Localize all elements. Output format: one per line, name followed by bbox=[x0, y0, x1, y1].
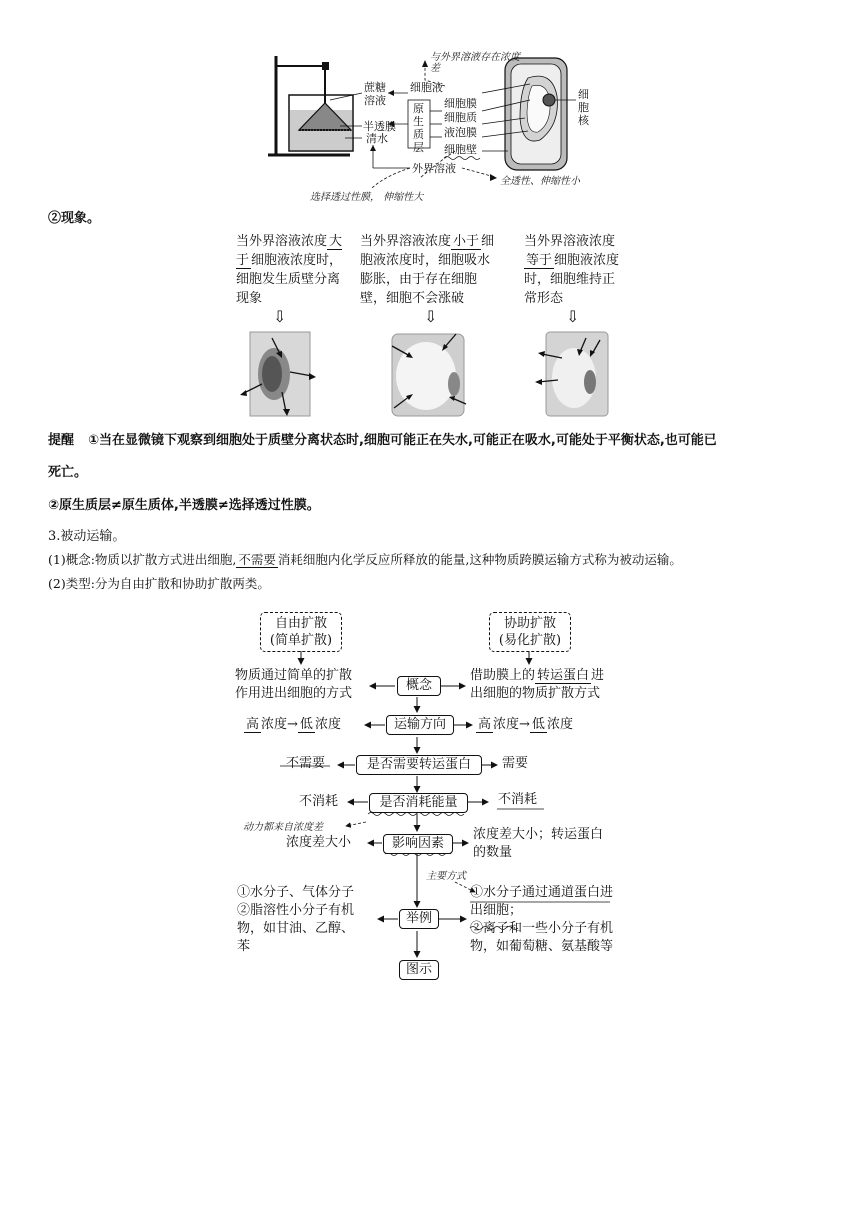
section3-types: (2)类型:分为自由扩散和协助扩散两类。 bbox=[48, 576, 270, 591]
protein-left: 不需要 bbox=[286, 756, 326, 771]
label-outer-solution: 外界溶液 bbox=[412, 162, 456, 175]
protein-right: 需要 bbox=[502, 756, 529, 771]
label-cell-membrane: 细胞膜 bbox=[444, 97, 477, 110]
box-protein: 是否需要转运蛋白 bbox=[356, 755, 482, 775]
label-sucrose: 蔗糖溶液 bbox=[364, 81, 386, 107]
reminder-label: 提醒 bbox=[48, 433, 75, 448]
phenomenon-heading: ②现象。 bbox=[48, 211, 101, 226]
note-wall-property: 全透性、伸缩性小 bbox=[500, 176, 580, 187]
reminder-line1: 提醒 ①当在显微镜下观察到细胞处于质壁分离状态时,细胞可能正在失水,可能正在吸水,可能处于平衡状态,也可能已 bbox=[48, 433, 717, 448]
energy-note: 动力都来自浓度差 bbox=[243, 822, 323, 833]
box-concept: 概念 bbox=[397, 676, 441, 696]
label-cell-wall: 细胞壁 bbox=[444, 143, 477, 156]
energy-left: 不消耗 bbox=[299, 794, 339, 809]
label-cytoplasm: 细胞质 bbox=[444, 111, 477, 124]
free-diffusion-box: 自由扩散 (简单扩散) bbox=[260, 612, 342, 652]
example-right: ①水分子通过通道蛋白进 出细胞； ②离子和一些小分子有机 物，如葡萄糖、氨基酸等 bbox=[470, 885, 614, 954]
reminder-line2: ②原生质层≠原生质体,半透膜≠选择透过性膜。 bbox=[48, 498, 320, 513]
label-water: 清水 bbox=[366, 132, 388, 145]
label-nucleus: 细胞核 bbox=[578, 88, 589, 127]
case-equal-text: 当外界溶液浓度等于 细胞液浓度时，细胞维持正常形态 bbox=[524, 234, 620, 306]
down-arrow-icon: ⇩ bbox=[273, 307, 287, 326]
factor-left: 浓度差大小 bbox=[286, 835, 352, 850]
energy-right: 不消耗 bbox=[498, 792, 538, 807]
factor-right: 浓度差大小；转运蛋白 的数量 bbox=[473, 827, 604, 860]
facilitated-diffusion-box: 协助扩散 (易化扩散) bbox=[489, 612, 571, 652]
section3-concept: (1)概念:物质以扩散方式进出细胞, 不需要 消耗细胞内化学反应所释放的能量,这种物质跨膜运输方式称为被动运输。 bbox=[48, 552, 682, 567]
label-cell-sap: 细胞液 bbox=[410, 81, 443, 94]
label-vacuole-membrane: 液泡膜 bbox=[444, 126, 477, 139]
box-direction: 运输方向 bbox=[386, 715, 454, 735]
note-concentration-diff: 与外界溶液存在浓度差 bbox=[430, 52, 520, 74]
box-diagram: 图示 bbox=[399, 960, 439, 980]
example-left: ①水分子、气体分子 ②脂溶性小分子有机 物，如甘油、乙醇、 苯 bbox=[237, 885, 355, 954]
label-semi-membrane: 半透膜 bbox=[363, 120, 396, 133]
main-mode-note: 主要方式 bbox=[426, 871, 466, 882]
section3-title: 3.被动运输。 bbox=[48, 529, 126, 544]
box-examples: 举例 bbox=[399, 909, 439, 929]
box-factors: 影响因素 bbox=[383, 834, 453, 854]
down-arrow-icon: ⇩ bbox=[566, 307, 580, 326]
direction-left: 高 浓度→ 低 浓度 bbox=[246, 717, 341, 732]
concept-left: 物质通过简单的扩散 作用进出细胞的方式 bbox=[235, 668, 353, 701]
down-arrow-icon: ⇩ bbox=[424, 307, 438, 326]
label-protoplast-layer: 原生质层 bbox=[413, 102, 424, 154]
case-greater-text: 当外界溶液浓度 大于 细胞液浓度时，细胞发生质壁分离现象 bbox=[236, 234, 343, 306]
concept-right: 借助膜上的 转运蛋白 进 出细胞的物质扩散方式 bbox=[470, 668, 605, 701]
note-layer-property: 选择透过性膜， 伸缩性大 bbox=[310, 192, 424, 203]
box-energy: 是否消耗能量 bbox=[369, 793, 468, 813]
reminder-line1b: 死亡。 bbox=[48, 465, 88, 480]
direction-right: 高 浓度→ 低 浓度 bbox=[478, 717, 573, 732]
case-less-text: 当外界溶液浓度 小于 细胞液浓度时，细胞吸水膨胀，由于存在细胞壁，细胞不会涨破 bbox=[360, 234, 495, 306]
